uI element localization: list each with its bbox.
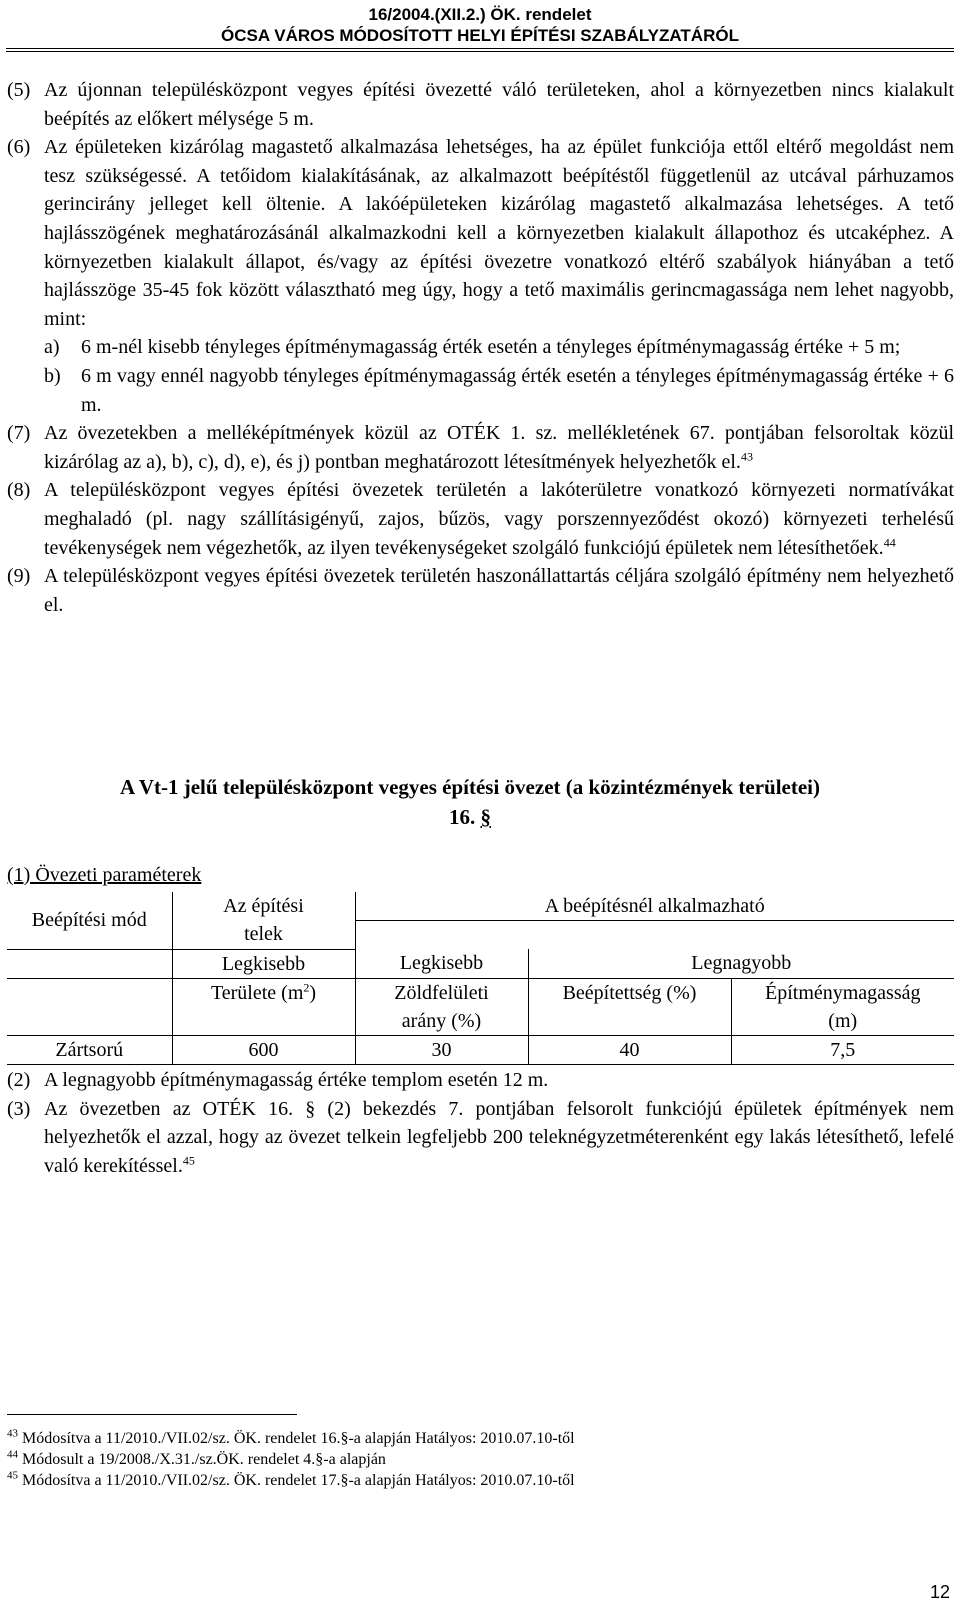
footnote-text: Módosítva a 11/2010./VII.02/sz. ÖK. rendelet 17.§-a alapján Hatályos: 2010.07.10-től	[22, 1472, 575, 1489]
empty-cell	[7, 949, 172, 978]
subsections-2-3	[7, 1066, 954, 1180]
paragraph-text: A legnagyobb építménymagasság értéke templom esetén 12 m.	[44, 1069, 549, 1091]
footnote-ref-43[interactable]: 43	[740, 449, 753, 464]
paragraph-text: Az épületeken kizárólag magastető alkalmazása lehetséges, ha az épület funkciója ettől eltérő megoldást nem tesz szükségessé. A tetőidom kialakításának, az alkalmazott beépítéstől függetlenül az utcával párhuzamos gerincirány jelleget kell öltenie. A lakóépületeken kizárólag magastető alkalmazása lehetséges. A tető hajlásszögének meghatározásánál alkalmazkodni kell a környezetben kialakult állapothoz és utcaképhez. A környezetben kialakult állapot, és/vagy az építési övezetre vonatkozó eltérő szabályok hiányában a tető hajlásszöge 35-45 fok között választható meg úgy, hogy a tető maximális gerincmagassága nem lehet nagyobb, mint:	[44, 136, 954, 330]
col-header-green-line1: Zöldfelületi	[394, 981, 489, 1004]
paragraph-text	[44, 476, 954, 562]
col-header-built: Beépítettség (%)	[528, 978, 731, 1035]
col-header-max: Legnagyobb	[528, 949, 954, 978]
header-divider-second	[6, 51, 954, 52]
regulation-body	[7, 76, 954, 619]
col-header-area-close: )	[309, 981, 317, 1004]
paragraph-number: (3)	[7, 1097, 31, 1120]
footnote-number: 45	[7, 1469, 18, 1482]
footnote-text: Módosítva a 11/2010./VII.02/sz. ÖK. rendelet 16.§-a alapján Hatályos: 2010.07.10-től	[22, 1430, 575, 1447]
footnote-ref-44[interactable]: 44	[883, 534, 896, 549]
header-regulation-title: ÓCSA VÁROS MÓDOSÍTOTT HELYI ÉPÍTÉSI SZABÁLYZATÁRÓL	[221, 26, 739, 45]
footnote-43	[7, 1428, 575, 1449]
cell-mode: Zártsorú	[7, 1035, 172, 1064]
paragraph-6-item-b	[44, 362, 954, 419]
col-header-area-sup: 2	[303, 979, 310, 994]
empty-cell	[7, 978, 172, 1035]
paragraph-number: (8)	[7, 479, 31, 502]
cell-green: 30	[355, 1035, 528, 1064]
section-number-line	[0, 802, 940, 832]
paragraph-text-body: A településközpont vegyes építési övezetek területén a lakóterületre vonatkozó környezeti normatívákat meghaladó (pl. nagy szállításigényű, zajos, bűzös, vagy porszennyeződést okozó) környezeti terhelésű tevékenységek nem végezhetők, az ilyen tevékenységeket szolgáló funkciójú épületek nem létesíthetőek.	[44, 479, 954, 559]
footnotes	[7, 1428, 575, 1491]
item-text: 6 m-nél kisebb tényleges építménymagasság érték esetén a tényleges építménymagasság értéke + 5 m;	[81, 336, 901, 359]
page-number: 12	[929, 1582, 950, 1602]
cell-built: 40	[528, 1035, 731, 1064]
footnote-number: 44	[7, 1448, 18, 1461]
section-sign: §	[480, 805, 491, 829]
paragraph-8	[7, 476, 954, 562]
footnote-divider	[7, 1414, 297, 1415]
col-header-plot-line1: Az építési	[223, 895, 304, 917]
section-number: 16.	[449, 805, 476, 829]
col-header-area-text: Területe (m	[210, 981, 304, 1004]
header-divider	[6, 48, 954, 49]
item-letter: b)	[44, 364, 61, 387]
paragraph-7	[7, 419, 954, 476]
footnote-text: Módosult a 19/2008./X.31./sz.ÖK. rendelet 4.§-a alapján	[22, 1451, 386, 1468]
col-header-plot-line2: telek	[244, 923, 283, 945]
cell-area: 600	[172, 1035, 355, 1064]
footnote-44	[7, 1449, 575, 1470]
paragraph-number: (9)	[7, 565, 31, 588]
header-regulation-number: 16/2004.(XII.2.) ÖK. rendelet	[368, 5, 592, 24]
item-letter: a)	[44, 336, 60, 359]
paragraph-text	[44, 419, 954, 476]
paragraph-9	[7, 562, 954, 619]
subsection-3	[7, 1095, 954, 1181]
col-header-height-line1: Építménymagasság	[764, 981, 921, 1004]
col-header-min2: Legkisebb	[355, 949, 528, 978]
paragraph-text	[44, 1095, 954, 1181]
col-header-area	[172, 978, 355, 1035]
col-header-mode: Beépítési mód	[7, 892, 172, 949]
col-header-min1: Legkisebb	[172, 949, 355, 978]
col-header-green-line2: arány (%)	[401, 1009, 482, 1032]
subsection-1-label: (1) Övezeti paraméterek	[7, 864, 202, 886]
col-header-height-line2: (m)	[828, 1009, 858, 1032]
item-text: 6 m vagy ennél nagyobb tényleges építménymagasság érték esetén a tényleges építménymagasság értéke + 6 m.	[81, 364, 954, 416]
paragraph-text: A településközpont vegyes építési övezetek területén haszonállattartás céljára szolgáló építmény nem helyezhető el.	[44, 565, 954, 616]
footnote-ref-45[interactable]: 45	[182, 1153, 195, 1168]
paragraph-text-body: Az övezetekben a melléképítmények közül az OTÉK 1. sz. mellékletének 67. pontjában felsoroltak közül kizárólag az a), b), c), d), e), és j) pontban meghatározott létesítmények helyezhetők el.	[44, 422, 954, 473]
paragraph-6-item-a	[44, 333, 954, 362]
paragraph-number: (5)	[7, 79, 31, 101]
paragraph-5	[7, 76, 954, 133]
subsection-2	[7, 1066, 954, 1095]
paragraph-text: Az újonnan településközpont vegyes építési övezetté váló területeken, ahol a környezetben nincs kialakult beépítés az előkert mélysége 5 m.	[44, 79, 954, 130]
paragraph-number: (6)	[7, 136, 31, 159]
footnote-number: 43	[7, 1427, 18, 1440]
col-header-height	[731, 978, 954, 1035]
paragraph-number: (2)	[7, 1069, 31, 1091]
table-row	[7, 1035, 954, 1064]
section-heading	[0, 772, 940, 832]
page-header	[0, 4, 960, 46]
paragraph-6	[7, 133, 954, 333]
paragraph-text-body: Az övezetben az OTÉK 16. § (2) bekezdés 7. pontjában felsorolt funkciójú épületek építmények nem helyezhetők el azzal, hogy az övezet telkein legfeljebb 200 teleknégyzetméterenként egy lakás létesíthető, lefelé való kerekítéssel.	[44, 1097, 954, 1177]
col-header-spacer	[355, 921, 954, 950]
zone-parameters-table	[7, 892, 954, 1065]
section-title: A Vt-1 jelű településközpont vegyes építési övezet (a közintézmények területei)	[119, 775, 821, 799]
cell-height: 7,5	[731, 1035, 954, 1064]
footnote-45	[7, 1470, 575, 1491]
col-header-applicable: A beépítésnél alkalmazható	[355, 892, 954, 921]
col-header-plot	[172, 892, 355, 949]
col-header-green	[355, 978, 528, 1035]
paragraph-number: (7)	[7, 422, 31, 445]
